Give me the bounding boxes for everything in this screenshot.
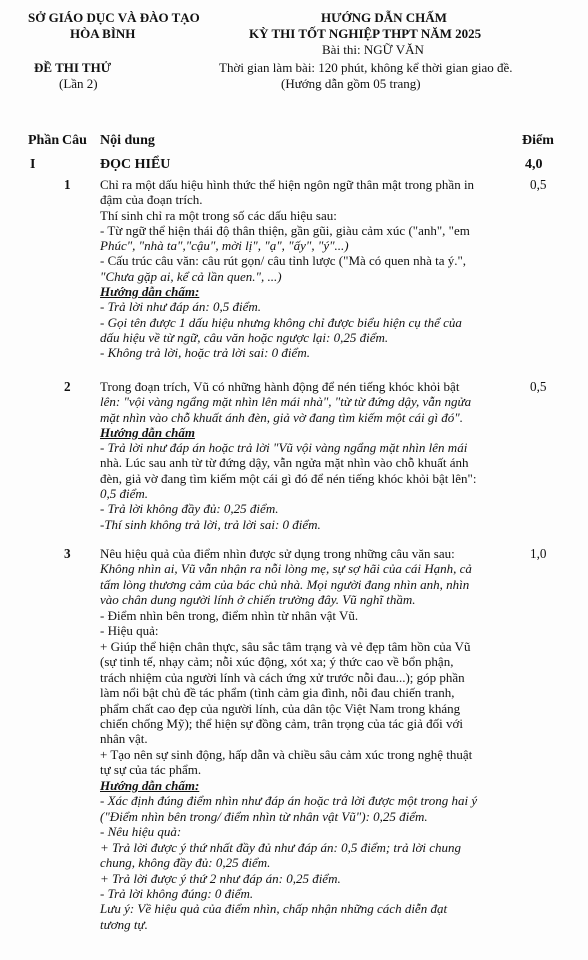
- exam-title: KỲ THI TỐT NGHIỆP THPT NĂM 2025: [249, 26, 482, 41]
- q3-line: - Điểm nhìn bên trong, điểm nhìn từ nhân vật Vũ.: [100, 607, 359, 623]
- q3-line: Nêu hiệu quả của điểm nhìn được sử dụng trong những câu văn sau:: [100, 546, 455, 561]
- q3-line: tương tự.: [100, 916, 148, 932]
- col-header-cau: Câu: [62, 133, 87, 148]
- q3-line: chiến chống Mỹ); thể hiện sự đồng cảm, trân trọng của tác giả đối với: [100, 715, 464, 731]
- department-name: SỞ GIÁO DỤC VÀ ĐÀO TẠO: [28, 10, 200, 25]
- q2-line: - Trả lời như đáp án hoặc trả lời "Vũ vội vàng ngẩng mặt nhìn lên mái: [100, 440, 468, 456]
- q3-line: + Giúp thể hiện chân thực, sâu sắc tâm trạng và vẻ đẹp tâm hồn của Vũ: [100, 638, 471, 654]
- page-count-line: (Hướng dẫn gồm 05 trang): [281, 76, 421, 91]
- q2-line: - Trả lời không đầy đủ: 0,25 điểm.: [100, 501, 279, 517]
- q2-line: 0,5 điểm.: [100, 486, 149, 502]
- q3-line: trách nhiệm của người lính và cách ứng xử trước nỗi đau...); góp phần: [100, 669, 465, 685]
- exam-round: (Lần 2): [59, 76, 98, 91]
- q1-line: - Gọi tên được 1 dấu hiệu nhưng không chỉ được biểu hiện cụ thể của: [100, 314, 462, 330]
- question-1-number: 1: [64, 177, 71, 192]
- q3-line: vào chân dung người lính ở chiến trường đây. Vũ nghĩ thầm.: [100, 592, 416, 608]
- q3-line: chung, không đầy đủ: 0,25 điểm.: [100, 855, 271, 871]
- q1-line: - Trả lời như đáp án: 0,5 điểm.: [100, 299, 262, 315]
- q1-line: - Cấu trúc câu văn: câu rút gọn/ câu tỉnh lược ("Mà có quen nhà ta ý.",: [100, 253, 467, 269]
- q2-line: Trong đoạn trích, Vũ có những hành động để nén tiếng khóc khỏi bật: [100, 379, 460, 394]
- q3-line: làm nổi bật chủ đề tác phẩm (tình cảm gia đình, nỗi đau chiến tranh,: [100, 685, 455, 701]
- question-2-content: [100, 379, 476, 532]
- q2-line: nhà. Lúc sau anh từ từ đứng dậy, vẫn ngửa mặt nhìn vào chỗ khuất ánh: [100, 455, 469, 471]
- q1-guide-heading: Hướng dẫn chấm:: [100, 284, 200, 300]
- q3-line: - Nêu hiệu quả:: [100, 824, 182, 840]
- col-header-diem: Điểm: [522, 133, 554, 148]
- subject-line: Bài thi: NGỮ VĂN: [322, 42, 424, 57]
- q3-line: ("Điểm nhìn bên trong/ điểm nhìn từ nhân vật Vũ"): 0,25 điểm.: [100, 808, 428, 824]
- col-header-phan: Phần: [28, 133, 60, 148]
- q1-line: "Chưa gặp ai, kể cả lần quen.", ...): [100, 268, 282, 284]
- q3-line: phẩm chất cao đẹp của người lính, của dân tộc Việt Nam trong kháng: [100, 700, 461, 716]
- col-header-noidung: Nội dung: [100, 133, 155, 148]
- document-title: HƯỚNG DẪN CHẤM: [321, 10, 447, 25]
- q3-note: Lưu ý: Về hiệu quả của điểm nhìn, chấp nhận những cách diễn đạt: [100, 901, 448, 917]
- question-2-number: 2: [64, 379, 71, 394]
- question-3-number: 3: [64, 546, 71, 561]
- q1-line: Thí sinh chỉ ra một trong số các dấu hiệu sau:: [100, 207, 337, 223]
- q2-line: -Thí sinh không trả lời, trả lời sai: 0 điểm.: [100, 516, 321, 532]
- section-number: I: [30, 157, 36, 172]
- section-title: ĐỌC HIỂU: [100, 157, 171, 172]
- q3-line: + Tạo nên sự sinh động, hấp dẫn và chiều sâu cảm xúc trong nghệ thuật: [100, 746, 473, 762]
- q1-line: Chỉ ra một dấu hiệu hình thức thể hiện ngôn ngữ thân mật trong phần in: [100, 177, 475, 192]
- province-name: HÒA BÌNH: [70, 26, 136, 41]
- q3-guide-heading: Hướng dẫn chấm:: [100, 777, 200, 793]
- question-1-content: [100, 177, 474, 361]
- q3-line: tự sự của tác phẩm.: [100, 762, 202, 778]
- section-score: 4,0: [525, 157, 543, 172]
- q2-line: đèn, giả vờ đang tìm kiếm một cái gì đó để nén tiếng khóc khỏi bật lên":: [100, 470, 477, 486]
- q2-line: lên: "vội vàng ngẩng mặt nhìn lên mái nhà", "từ từ đứng dậy, vẫn ngửa: [100, 394, 472, 410]
- q2-guide-heading: Hướng dẫn chấm: [100, 424, 195, 440]
- question-3-content: [100, 546, 477, 932]
- q1-line: đậm của đoạn trích.: [100, 192, 203, 208]
- q1-line: - Từ ngữ thể hiện thái độ thân thiện, gần gũi, giàu cảm xúc ("anh", "em: [100, 222, 470, 238]
- q3-line: nhân vật.: [100, 731, 148, 747]
- q3-line: - Hiệu quả:: [100, 623, 159, 639]
- q1-line: - Không trả lời, hoặc trả lời sai: 0 điểm.: [100, 345, 310, 361]
- exam-type: ĐỀ THI THỬ: [34, 60, 112, 75]
- question-1-score: 0,5: [530, 177, 547, 192]
- q3-line: - Xác định đúng điểm nhìn như đáp án hoặc trả lời được một trong hai ý: [100, 793, 478, 809]
- q3-line: - Trả lời không đúng: 0 điểm.: [100, 885, 254, 901]
- q1-line: Phúc", "nhà ta","cậu", mời lị", "ạ", "ấy", "ý"...): [100, 238, 349, 254]
- question-3-score: 1,0: [530, 546, 547, 561]
- q3-line: + Trả lời được ý thứ nhất đầy đủ như đáp án: 0,5 điểm; trả lời chung: [100, 839, 462, 855]
- time-line: Thời gian làm bài: 120 phút, không kể thời gian giao đề.: [219, 60, 513, 75]
- q3-line: Không nhìn ai, Vũ vẫn nhận ra nỗi lòng mẹ, sự sợ hãi của cái Hạnh, cả: [100, 561, 472, 577]
- q3-line: tấm lòng thương cảm của bác chủ nhà. Mọi người đang nhìn anh, nhìn: [100, 576, 470, 592]
- q3-line: (sự tinh tế, nhạy cảm; nỗi xúc động, xót xa; ý thức cao về bổn phận,: [100, 654, 454, 670]
- q2-line: mặt nhìn vào chỗ khuất ánh đèn, giả vờ đang tìm kiếm một cái gì đó".: [100, 409, 463, 425]
- q3-line: + Trả lời được ý thứ 2 như đáp án: 0,25 điểm.: [100, 870, 341, 886]
- q1-line: dấu hiệu về từ ngữ, câu văn hoặc ngược lại: 0,25 điểm.: [100, 329, 389, 345]
- question-2-score: 0,5: [530, 379, 547, 394]
